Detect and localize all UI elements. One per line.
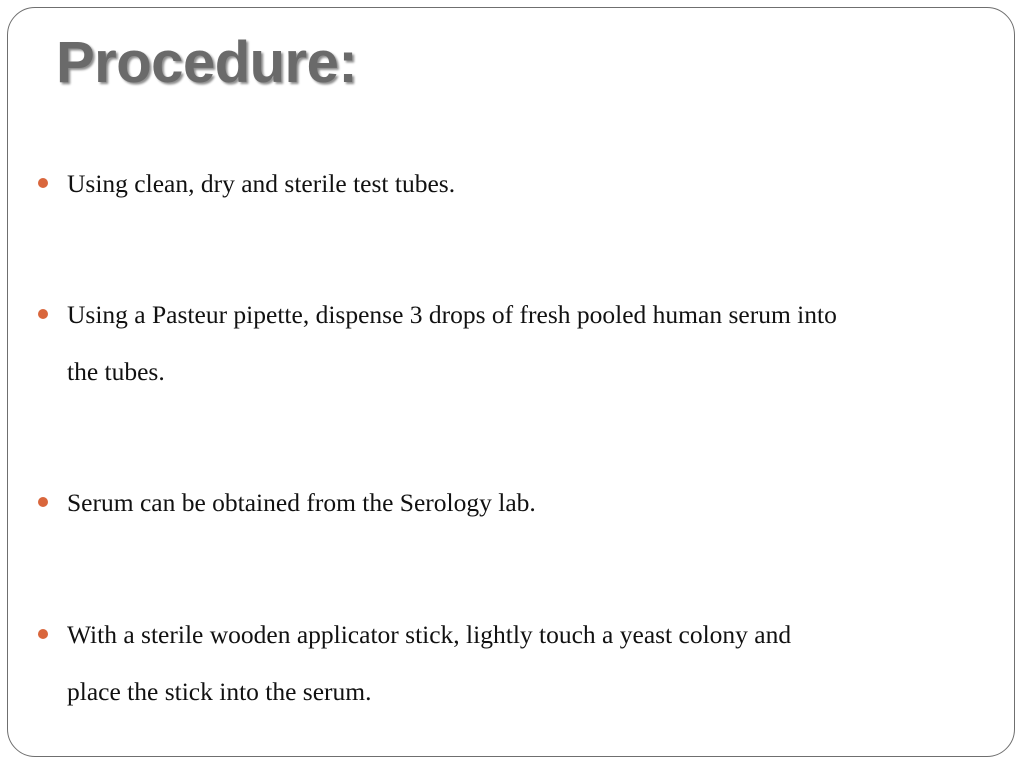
bullet-text: With a sterile wooden applicator stick, lightly touch a yeast colony and place the stick into the serum.: [67, 620, 792, 706]
slide-title: Procedure:: [56, 30, 358, 95]
bullet-text: Using a Pasteur pipette, dispense 3 drops of fresh pooled human serum into the tubes.: [67, 300, 837, 386]
bullet-dot-icon: [38, 309, 48, 319]
bullet-text: Serum can be obtained from the Serology lab.: [67, 488, 536, 517]
bullet-text: Using clean, dry and sterile test tubes.: [67, 169, 456, 198]
bullet-dot-icon: [38, 178, 48, 188]
bullet-item: [34, 286, 1004, 400]
bullet-item: [34, 474, 1004, 531]
bullet-dot-icon: [38, 497, 48, 507]
bullet-item: [34, 606, 1004, 720]
bullet-dot-icon: [38, 629, 48, 639]
bullet-item: [34, 155, 1004, 212]
